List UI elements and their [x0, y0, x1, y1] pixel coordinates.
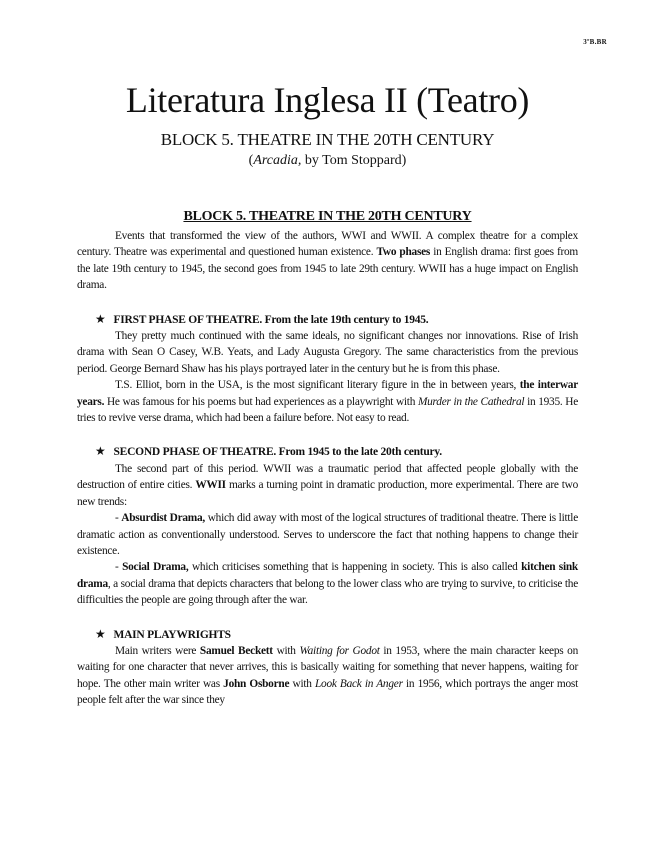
intro-bold-two-phases: Two phases: [376, 246, 431, 259]
trend2-text-1: which criticises something that is happening in society. This is also called: [188, 561, 522, 574]
star-bullet-icon: ★: [95, 311, 106, 326]
trend2-dash: -: [115, 561, 123, 574]
work-open-paren: (: [248, 153, 254, 168]
pw-text-4: with: [289, 677, 315, 690]
work-reference: [0, 153, 655, 169]
fp2-italic-murder: Murder in the Cathedral: [417, 395, 525, 408]
sp-text-2: marks a turning point in dramatic production, more experimental. There are two new trends:: [77, 479, 579, 508]
pw-text-5: in 1956, which portrays the anger most people felt after the war since they: [77, 677, 578, 707]
trend1-dash: -: [115, 512, 122, 525]
second-phase-heading-text: SECOND PHASE OF THEATRE. From 1945 to the late 20th century.: [113, 446, 442, 459]
document-body: [77, 208, 578, 709]
work-title: Arcadia,: [253, 153, 302, 168]
first-phase-paragraph-1: They pretty much continued with the same ideals, no significant changes nor innovations. Rise of Irish drama with Sean O Casey, W.B. Yeats, and Lady Augusta Gregory. The same characteristics from the previous period. George Bernard Shaw has his plays portrayed later in the century but he is from this phase.: [77, 330, 578, 375]
trend2-bold-kitchen-sink: kitchen sink drama: [77, 561, 578, 590]
sp-bold-wwii: WWII: [195, 479, 226, 492]
fp2-text-1: T.S. Elliot, born in the USA, is the most significant literary figure in the in between years,: [115, 379, 520, 392]
pw-text-2: with: [272, 644, 300, 657]
fp2-text-2: He was famous for his poems but had experiences as a playwright with: [104, 395, 418, 408]
playwrights-paragraph: [77, 643, 578, 709]
pw-bold-osborne: John Osborne: [223, 677, 290, 690]
pw-italic-look-back: Look Back in Anger: [314, 677, 403, 690]
pw-text-3: in 1953, where the main character keeps on waiting for one character that never arrives, this is basically waiting for something that never happens, waiting for hope. The other main writer was: [77, 644, 578, 690]
fp2-bold-interwar: the interwar years.: [77, 379, 578, 408]
first-phase-heading: [95, 311, 578, 328]
document-title: Literatura Inglesa II (Teatro): [125, 80, 530, 120]
first-phase-heading-text: FIRST PHASE OF THEATRE. From the late 19th century to 1945.: [113, 313, 429, 326]
work-author: by Tom Stoppard): [301, 153, 407, 168]
corner-tag: 3ºB.BR: [583, 38, 607, 46]
fp2-text-3: in 1935. He tries to revive verse drama, which had been a failure before. Not easy to read.: [77, 395, 578, 425]
trend-social: [77, 559, 578, 608]
pw-bold-beckett: Samuel Beckett: [199, 644, 273, 657]
sp-text-1: The second part of this period. WWII was a traumatic period that affected people globally with the destruction of entire cities.: [77, 462, 578, 492]
playwrights-heading: [95, 626, 578, 643]
block-heading: BLOCK 5. THEATRE IN THE 20TH CENTURY: [183, 209, 472, 224]
second-phase-paragraph: [77, 461, 578, 510]
pw-text-1: Main writers were: [115, 644, 200, 657]
star-bullet-icon: ★: [95, 444, 106, 459]
first-phase-paragraph-2: [77, 377, 578, 426]
trend2-bold: Social Drama,: [122, 561, 189, 574]
star-bullet-icon: ★: [95, 626, 106, 641]
trend2-text-2: , a social drama that depicts characters that belong to the lower class who are trying to survive, to criticise the difficulties the people are going through after the war.: [77, 577, 578, 607]
trend1-bold: Absurdist Drama,: [121, 512, 206, 525]
document-subtitle: BLOCK 5. THEATRE IN THE 20TH CENTURY: [160, 130, 495, 149]
intro-text-2: in English drama: first goes from the late 19th century to 1945, the second goes from 1945 to late 29th century. WWII has a huge impact on English drama.: [77, 246, 578, 292]
playwrights-heading-text: MAIN PLAYWRIGHTS: [113, 628, 231, 641]
trend1-text: which did away with most of the logical structures of traditional theatre. There is little dramatic action as conventionally understood. Serves to underscore the fact that nothing happens to change their existence.: [77, 512, 578, 557]
second-phase-heading: [95, 443, 578, 460]
trend-absurdist: [77, 510, 578, 559]
pw-italic-godot: Waiting for Godot: [299, 644, 380, 657]
intro-paragraph: [77, 228, 578, 294]
intro-text-1: Events that transformed the view of the authors, WWI and WWII. A complex theatre for a complex century. Theatre was experimental and questioned human existence.: [77, 230, 578, 259]
